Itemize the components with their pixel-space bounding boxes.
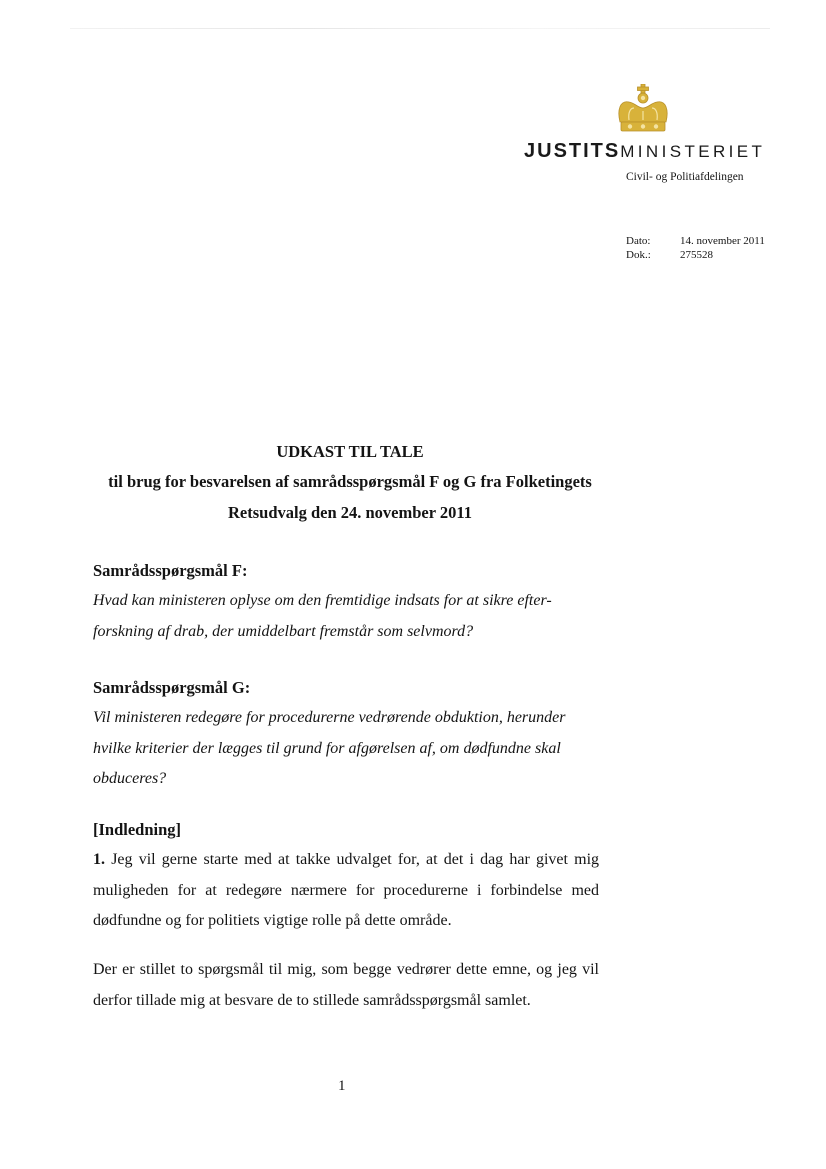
question-f-heading: Samrådsspørgsmål F:	[93, 561, 248, 580]
introduction-heading: [Indledning]	[93, 820, 182, 839]
question-g-line2: hvilke kriterier der lægges til grund for afgørelsen af, om dødfundne skal	[93, 739, 561, 757]
scan-artifact-line	[70, 28, 770, 29]
introduction-section	[93, 815, 599, 937]
date-value: 14. november 2011	[680, 235, 765, 247]
paragraph-number: 1.	[93, 851, 105, 868]
page-number: 1	[338, 1078, 346, 1094]
question-f-section	[93, 556, 599, 647]
ministry-name-bold: JUSTITS	[524, 140, 621, 162]
department-name: Civil- og Politiafdelingen	[626, 171, 744, 183]
paragraph-2	[93, 955, 599, 1016]
document-meta	[626, 234, 765, 262]
date-label: Dato:	[626, 235, 651, 247]
document-subtitle-line2: Retsudvalg den 24. november 2011	[227, 503, 472, 522]
document-title: UDKAST TIL TALE	[276, 442, 424, 461]
question-g-line1: Vil ministeren redegøre for procedurerne vedrørende obduktion, herunder	[93, 709, 566, 726]
doc-row	[626, 248, 765, 262]
document-subtitle-line1: til brug for besvarelsen af samrådsspørgsmål F og G fra Folketingets	[108, 472, 592, 491]
date-row	[626, 234, 765, 248]
question-f-line2: forskning af drab, der umiddelbart fremstår som selvmord?	[93, 622, 474, 640]
ministry-name-light: MINISTERIET	[620, 142, 766, 161]
doc-label: Dok.:	[626, 249, 651, 261]
question-g-section	[93, 673, 599, 795]
question-f-line1: Hvad kan ministeren oplyse om den fremtidige indsats for at sikre efter-	[93, 592, 552, 609]
question-g-heading: Samrådsspørgsmål G:	[93, 678, 251, 697]
crown-logo-icon	[614, 84, 672, 134]
introduction-paragraph	[93, 845, 599, 937]
paragraph-2-text: Der er stillet to spørgsmål til mig, som begge vedrører dette emne, og jeg vil derfor tillade mig at besvare de to stillede samrådsspørgsmål samlet.	[93, 961, 599, 1009]
doc-value: 275528	[680, 249, 713, 261]
ministry-logotype	[524, 140, 765, 163]
introduction-text: Jeg vil gerne starte med at takke udvalget for, at det i dag har givet mig muligheden for at redegøre nærmere for procedurerne i forbindelse med dødfundne og for politiets vigtige rolle på dette område.	[93, 851, 600, 929]
question-g-line3: obduceres?	[93, 770, 167, 787]
